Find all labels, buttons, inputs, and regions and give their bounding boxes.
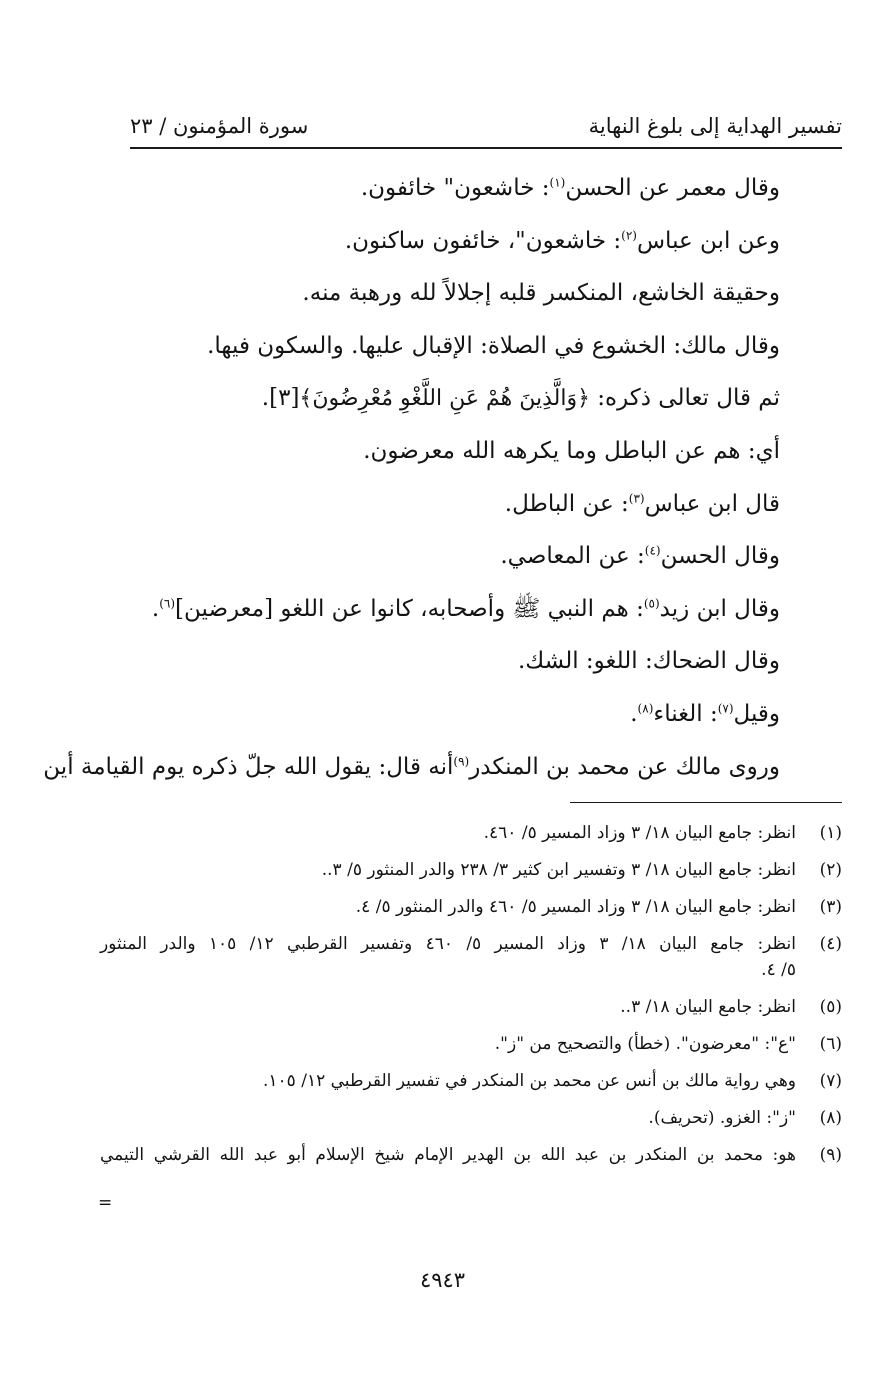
footnote: [100, 820, 842, 846]
footnote-text: انظر: جامع البيان ١٨/ ٣..: [620, 997, 796, 1017]
footnote-separator: [570, 802, 842, 803]
text-line: وقال معمر عن الحسن$^{(١)}$: خاشعون" خائفون.: [360, 175, 780, 201]
footnote-ref: (٤): [644, 543, 661, 558]
text-line: وعن ابن عباس$^{(٢)}$: خاشعون"، خائفون ساكنون.: [344, 227, 780, 254]
text-line: وقال الضحاك: اللغو: الشك.: [517, 648, 780, 675]
footnote-number: (٤): [819, 934, 842, 954]
footnote-ref: (٥): [643, 596, 660, 611]
footnote-number: (١): [819, 823, 842, 843]
footnote: [100, 1142, 842, 1168]
footnote-number: (٦): [819, 1034, 842, 1054]
footnote-text: هو: محمد بن المنكدر بن عبد الله بن الهدير الإمام شيخ الإسلام أبو عبد الله القرشي التيمي: [100, 1145, 796, 1165]
main-text: [43, 166, 780, 797]
footnote-number: (٧): [819, 1071, 842, 1091]
footnote-number: (٣): [819, 897, 842, 917]
footnote: [100, 931, 842, 983]
footnote-number: (٨): [819, 1108, 842, 1128]
text-line: قال ابن عباس$^{(٣)}$: عن الباطل.: [504, 490, 780, 517]
footnote-ref: (٢): [621, 227, 637, 242]
footnote-text: "ز": الغزو. (تحريف).: [648, 1108, 796, 1128]
footnote: [100, 994, 842, 1020]
footnote-text: انظر: جامع البيان ١٨/ ٣ وزاد المسير ٥/ ٤٦٠ وتفسير القرطبي ١٢/ ١٠٥ والدر المنثور: [100, 934, 796, 954]
footnote-ref: (٣): [628, 490, 645, 505]
text-line: وحقيقة الخاشع، المنكسر قلبه إجلالاً لله ورهبة منه.: [302, 280, 780, 307]
footnote-ref: (٩): [453, 753, 470, 768]
footnote-text: انظر: جامع البيان ١٨/ ٣ وتفسير ابن كثير ٣/ ٢٣٨ والدر المنثور ٥/ ٣..: [321, 860, 796, 880]
text-line: وروى مالك عن محمد بن المنكدر$^{(٩)}$أنه قال: يقول الله جلّ ذكره يوم القيامة أين: [43, 753, 780, 780]
page-number: ٤٩٤٣: [419, 1268, 466, 1292]
footnote: [100, 894, 842, 920]
footnote-number: (٩): [819, 1145, 842, 1165]
text-line: ثم قال تعالى ذكره: ﴿وَالَّذِينَ هُمْ عَنِ اللَّغْوِ مُعْرِضُونَ﴾[٣].: [261, 385, 780, 412]
text-line: وقال مالك: الخشوع في الصلاة: الإقبال عليها. والسكون فيها.: [207, 332, 780, 359]
quran-verse: ﴿وَالَّذِينَ هُمْ عَنِ اللَّغْوِ مُعْرِضُونَ﴾: [299, 386, 590, 412]
footnote-ref: (١): [549, 175, 566, 190]
footnote-ref: (٦): [159, 596, 176, 611]
footnote: [100, 857, 842, 883]
text-line: وقال الحسن$^{(٤)}$: عن المعاصي.: [500, 543, 780, 570]
book-title: تفسير الهداية إلى بلوغ النهاية: [588, 114, 842, 138]
continuation-mark: =: [98, 1193, 113, 1213]
text-line: وقيل$^{(٧)}$: الغناء$^{(٨)}$.: [630, 700, 780, 727]
running-header: [130, 108, 842, 144]
footnote-number: (٥): [819, 997, 842, 1017]
footnote: [100, 1031, 842, 1057]
footnotes: [100, 820, 842, 1179]
footnote-ref: (٨): [637, 701, 654, 716]
footnote-text-continuation: ٥/ ٤.: [761, 960, 796, 980]
footnote-text: انظر: جامع البيان ١٨/ ٣ وزاد المسير ٥/ ٤٦٠ والدر المنثور ٥/ ٤.: [355, 897, 796, 917]
footnote: [100, 1105, 842, 1131]
footnote-ref: (٧): [717, 701, 734, 716]
text-line: أي: هم عن الباطل وما يكرهه الله معرضون.: [363, 437, 780, 464]
text-line: وقال ابن زيد$^{(٥)}$: هم النبي ﷺ وأصحابه، كانوا عن اللغو [معرضين]$^{(٦)}$.: [151, 595, 780, 622]
footnote-text: "ع": "معرضون". (خطأ) والتصحيح من "ز".: [494, 1034, 796, 1054]
footnote-number: (٢): [819, 860, 842, 880]
footnote: [100, 1068, 842, 1094]
surah-title: سورة المؤمنون / ٢٣: [130, 114, 309, 138]
footnote-text: انظر: جامع البيان ١٨/ ٣ وزاد المسير ٥/ ٤٦٠.: [483, 823, 796, 843]
header-rule: [130, 147, 842, 149]
footnote-text: وهي رواية مالك بن أنس عن محمد بن المنكدر في تفسير القرطبي ١٢/ ١٠٥.: [263, 1071, 796, 1091]
